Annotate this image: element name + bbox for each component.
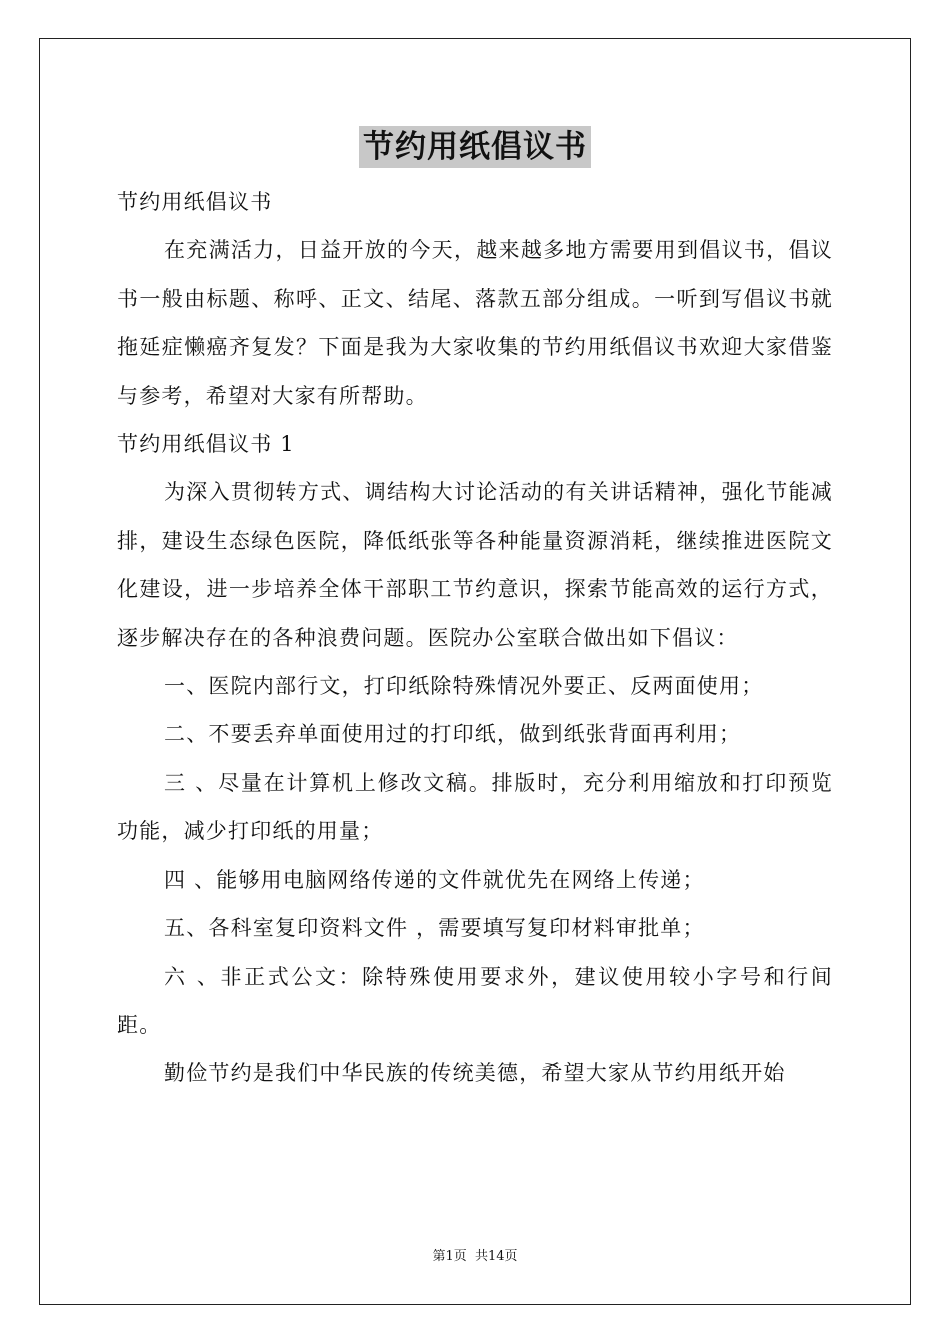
- paragraph-item-3: 三 、尽量在计算机上修改文稿。排版时，充分利用缩放和打印预览功能，减少打印纸的用量；: [117, 770, 833, 844]
- paragraph-body: 为深入贯彻转方式、调结构大讨论活动的有关讲话精神，强化节能减排，建设生态绿色医院，降低纸张等各种能量资源消耗，继续推进医院文化建设，进一步培养全体干部职工节约意识，探索节能高效的运行方式，逐步解决存在的各种浪费问题。医院办公室联合做出如下倡议：: [117, 480, 833, 650]
- paragraph-closing: 勤俭节约是我们中华民族的传统美德，希望大家从节约用纸开始: [164, 1061, 786, 1086]
- paragraph-item-2: 二、不要丢弃单面使用过的打印纸，做到纸张背面再利用；: [164, 722, 742, 747]
- paragraph-item-6: 六 、非正式公文：除特殊使用要求外，建议使用较小字号和行间距。: [117, 964, 833, 1037]
- paragraph-section-heading: 节约用纸倡议书 1: [117, 432, 295, 457]
- title-container: [0, 126, 950, 168]
- page-footer: [0, 1248, 950, 1266]
- page-number: 第1页: [432, 1249, 467, 1264]
- page-total: 共14页: [474, 1249, 518, 1264]
- paragraph-intro: 在充满活力，日益开放的今天，越来越多地方需要用到倡议书，倡议书一般由标题、称呼、正文、结尾、落款五部分组成。一听到写倡议书就拖延症懒癌齐复发？下面是我为大家收集的节约用纸倡议书欢迎大家借鉴与参考，希望对大家有所帮助。: [117, 238, 833, 408]
- paragraph-item-4: 四 、能够用电脑网络传递的文件就优先在网络上传递；: [164, 867, 705, 892]
- paragraph-item-1: 一、医院内部行文，打印纸除特殊情况外要正、反两面使用；: [164, 674, 764, 699]
- paragraph-item-5: 五、各科室复印资料文件 ，需要填写复印材料审批单；: [164, 916, 705, 941]
- document-title: 节约用纸倡议书: [359, 126, 591, 168]
- document-body: [117, 178, 833, 1098]
- paragraph-subtitle: 节约用纸倡议书: [117, 190, 273, 214]
